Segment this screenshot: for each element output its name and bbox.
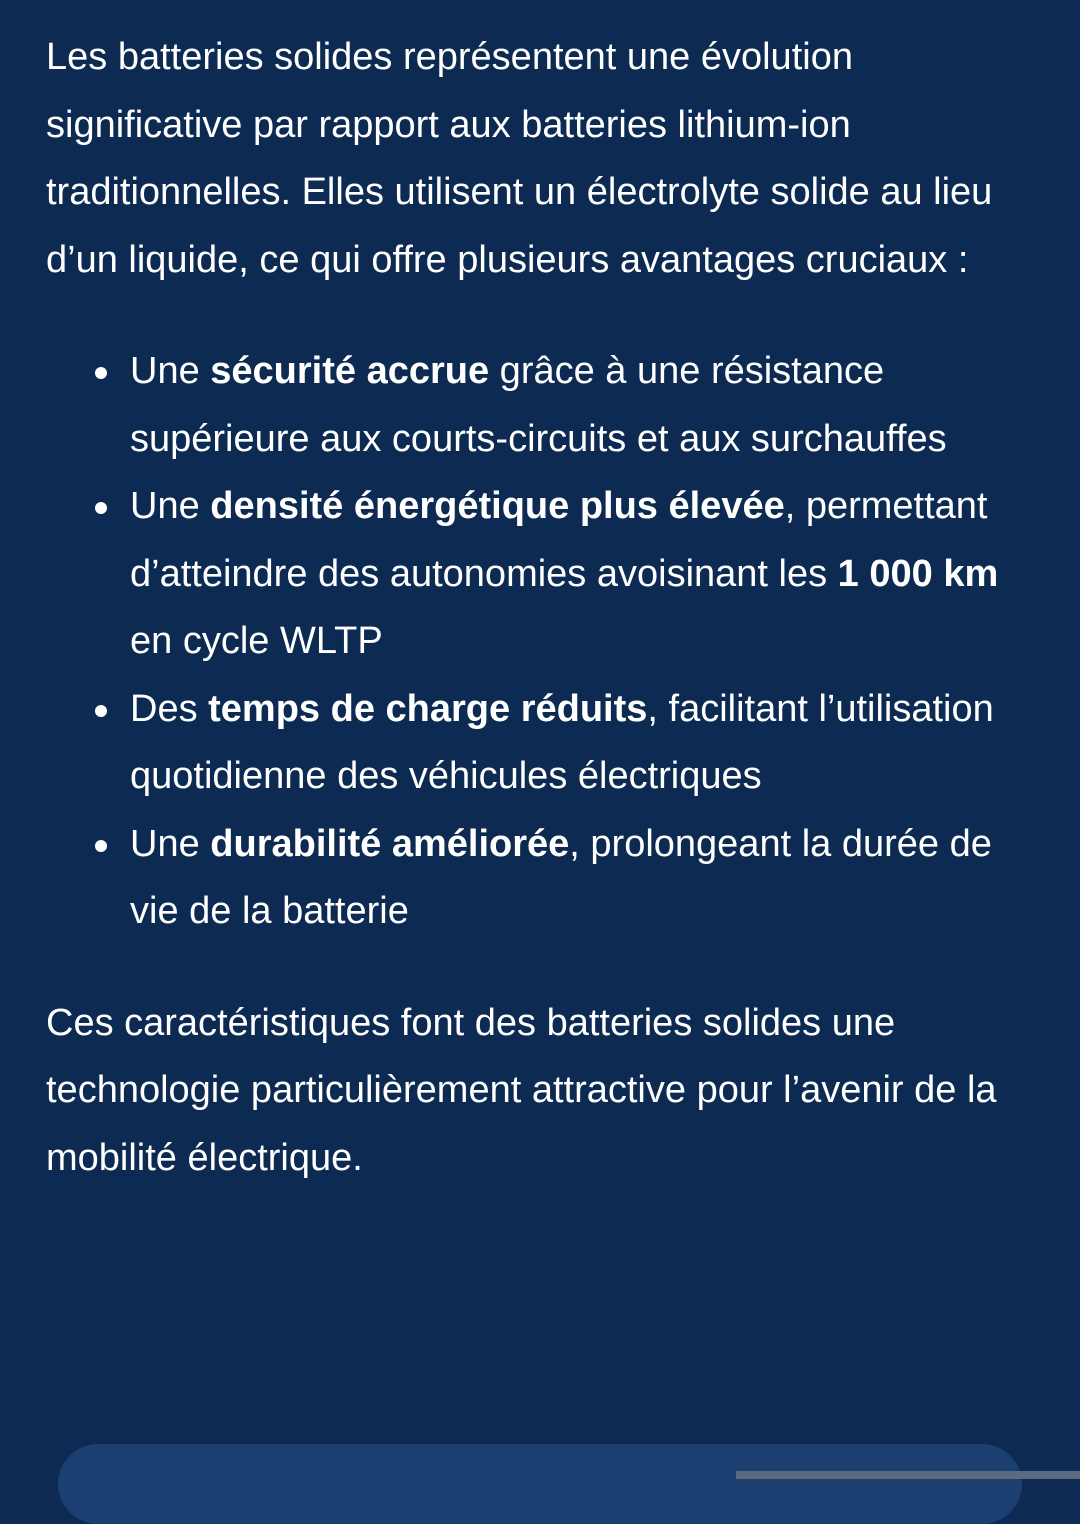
outro-paragraph: Ces caractéristiques font des batteries solides une technologie particulièrement attractive pour l’avenir de la mobilité électrique. bbox=[46, 1001, 997, 1179]
scroll-indicator bbox=[736, 1471, 1080, 1479]
list-item bbox=[46, 676, 1010, 811]
item-bold: densité énergétique plus élevée bbox=[210, 485, 785, 527]
bullet-icon bbox=[95, 367, 107, 379]
item-prefix: Une bbox=[130, 350, 211, 392]
input-bar[interactable] bbox=[58, 1444, 1022, 1524]
item-prefix: Des bbox=[130, 687, 209, 730]
item-bold: sécurité accrue bbox=[210, 350, 490, 392]
item-bold: durabilité améliorée bbox=[210, 822, 570, 865]
intro-paragraph: Les batteries solides représentent une évolution significative par rapport aux batteries lithium-ion traditionnelles. Elles utilisent un électrolyte solide au lieu d’un liquide, ce qui offre plusieurs avantages cruciaux : bbox=[46, 36, 993, 281]
list-item bbox=[46, 338, 1010, 473]
item-bold: temps de charge réduits bbox=[208, 687, 648, 730]
item-suffix: grâce à une résistance supérieure aux courts-circuits et aux surchauffes bbox=[130, 350, 947, 460]
item-suffix: en cycle WLTP bbox=[130, 620, 383, 662]
item-prefix: Une bbox=[130, 485, 211, 527]
item-suffix: , permettant d’atteindre des autonomies avoisinant les bbox=[130, 485, 988, 595]
bullet-icon bbox=[95, 705, 107, 717]
advantages-list bbox=[46, 338, 1046, 946]
bullet-icon bbox=[95, 502, 107, 514]
item-prefix: Une bbox=[130, 822, 211, 865]
list-item bbox=[46, 473, 1010, 676]
item-suffix: , prolongeant la durée de vie de la batterie bbox=[130, 822, 992, 932]
bullet-icon bbox=[95, 840, 107, 852]
message-content bbox=[46, 24, 1046, 1192]
list-item bbox=[46, 811, 1010, 946]
item-suffix: , facilitant l’utilisation quotidienne des véhicules électriques bbox=[130, 687, 994, 797]
item-bold-value: 1 000 km bbox=[837, 552, 999, 595]
